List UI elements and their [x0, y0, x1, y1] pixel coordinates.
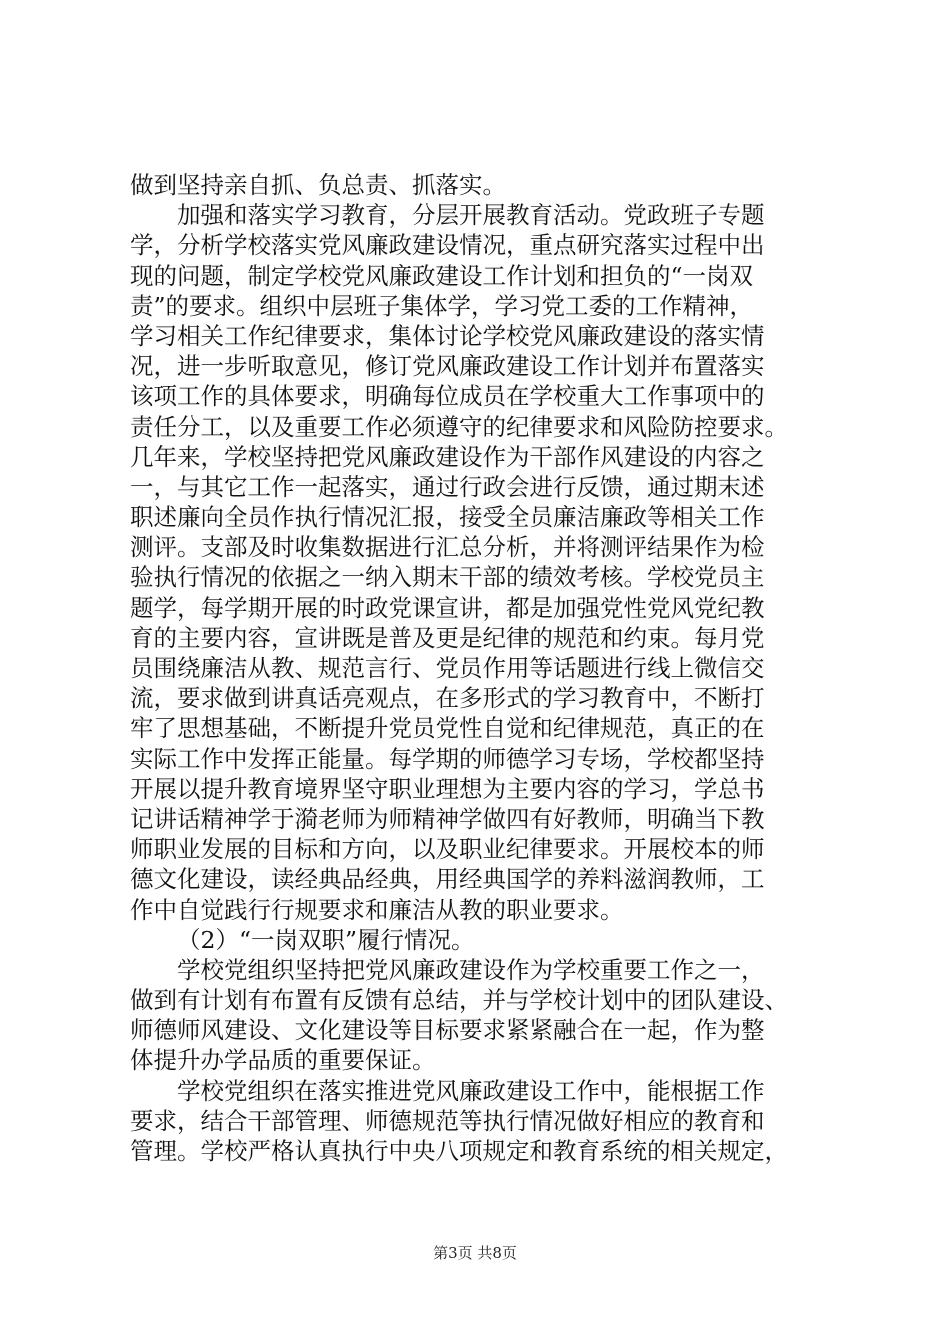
- text-line: 学校党组织坚持把党风廉政建设作为学校重要工作之一，: [177, 955, 765, 984]
- text-line: 体提升办学品质的重要保证。: [130, 1046, 436, 1075]
- text-line: 该项工作的具体要求，明确每位成员在学校重大工作事项中的: [130, 382, 765, 411]
- text-line: 开展以提升教育境界坚守职业理想为主要内容的学习，学总书: [130, 774, 765, 803]
- text-line: 学习相关工作纪律要求，集体讨论学校党风廉政建设的落实情: [130, 321, 765, 350]
- text-line: 责任分工，以及重要工作必须遵守的纪律要求和风险防控要求。: [130, 412, 788, 441]
- text-line: 做到坚持亲自抓、负总责、抓落实。: [130, 171, 506, 199]
- text-line: 作中自觉践行行规要求和廉洁从教的职业要求。: [130, 895, 624, 924]
- text-line: 职述廉向全员作执行情况汇报，接受全员廉洁廉政等相关工作: [130, 503, 765, 532]
- page-footer: 第3页 共8页: [433, 1244, 517, 1262]
- text-line: 几年来，学校坚持把党风廉政建设作为干部作风建设的内容之: [130, 442, 765, 471]
- text-line: 师德师风建设、文化建设等目标要求紧紧融合在一起，作为整: [130, 1016, 765, 1045]
- text-line: 况，进一步听取意见，修订党风廉政建设工作计划并布置落实: [130, 352, 765, 381]
- text-line: 员围绕廉洁从教、规范言行、党员作用等话题进行线上微信交: [130, 654, 765, 682]
- text-line: 学，分析学校落实党风廉政建设情况，重点研究落实过程中出: [130, 231, 765, 260]
- text-line: 育的主要内容，宣讲既是普及更是纪律的规范和约束。每月党: [130, 623, 765, 652]
- text-line: 责”的要求。组织中层班子集体学，学习党工委的工作精神，: [130, 291, 754, 320]
- text-line: 流，要求做到讲真话亮观点，在多形式的学习教育中，不断打: [130, 684, 765, 713]
- text-line: （2）“一岗双职”履行情况。: [177, 925, 475, 954]
- text-line: 加强和落实学习教育，分层开展教育活动。党政班子专题: [177, 201, 765, 230]
- text-line: 题学，每学期开展的时政党课宣讲，都是加强党性党风党纪教: [130, 593, 765, 622]
- text-line: 现的问题，制定学校党风廉政建设工作计划和担负的“一岗双: [130, 261, 754, 290]
- text-line: 验执行情况的依据之一纳入期末干部的绩效考核。学校党员主: [130, 563, 765, 592]
- document-body: [130, 170, 830, 1166]
- text-line: 牢了思想基础，不断提升党员党性自觉和纪律规范，真正的在: [130, 714, 765, 743]
- text-line: 一，与其它工作一起落实，通过行政会进行反馈，通过期末述: [130, 472, 765, 501]
- text-line: 记讲话精神学于漪老师为师精神学做四有好教师，明确当下教: [130, 804, 765, 833]
- text-line: 做到有计划有布置有反馈有总结，并与学校计划中的团队建设、: [130, 986, 788, 1015]
- text-line: 学校党组织在落实推进党风廉政建设工作中，能根据工作: [177, 1076, 765, 1105]
- text-line: 要求，结合干部管理、师德规范等执行情况做好相应的教育和: [130, 1106, 765, 1135]
- text-line: 实际工作中发挥正能量。每学期的师德学习专场，学校都坚持: [130, 744, 765, 773]
- text-line: 师职业发展的目标和方向，以及职业纪律要求。开展校本的师: [130, 835, 765, 864]
- text-line: 测评。支部及时收集数据进行汇总分析，并将测评结果作为检: [130, 533, 765, 562]
- text-line: 德文化建设，读经典品经典，用经典国学的养料滋润教师，工: [130, 865, 765, 894]
- text-line: 管理。学校严格认真执行中央八项规定和教育系统的相关规定，: [130, 1137, 788, 1165]
